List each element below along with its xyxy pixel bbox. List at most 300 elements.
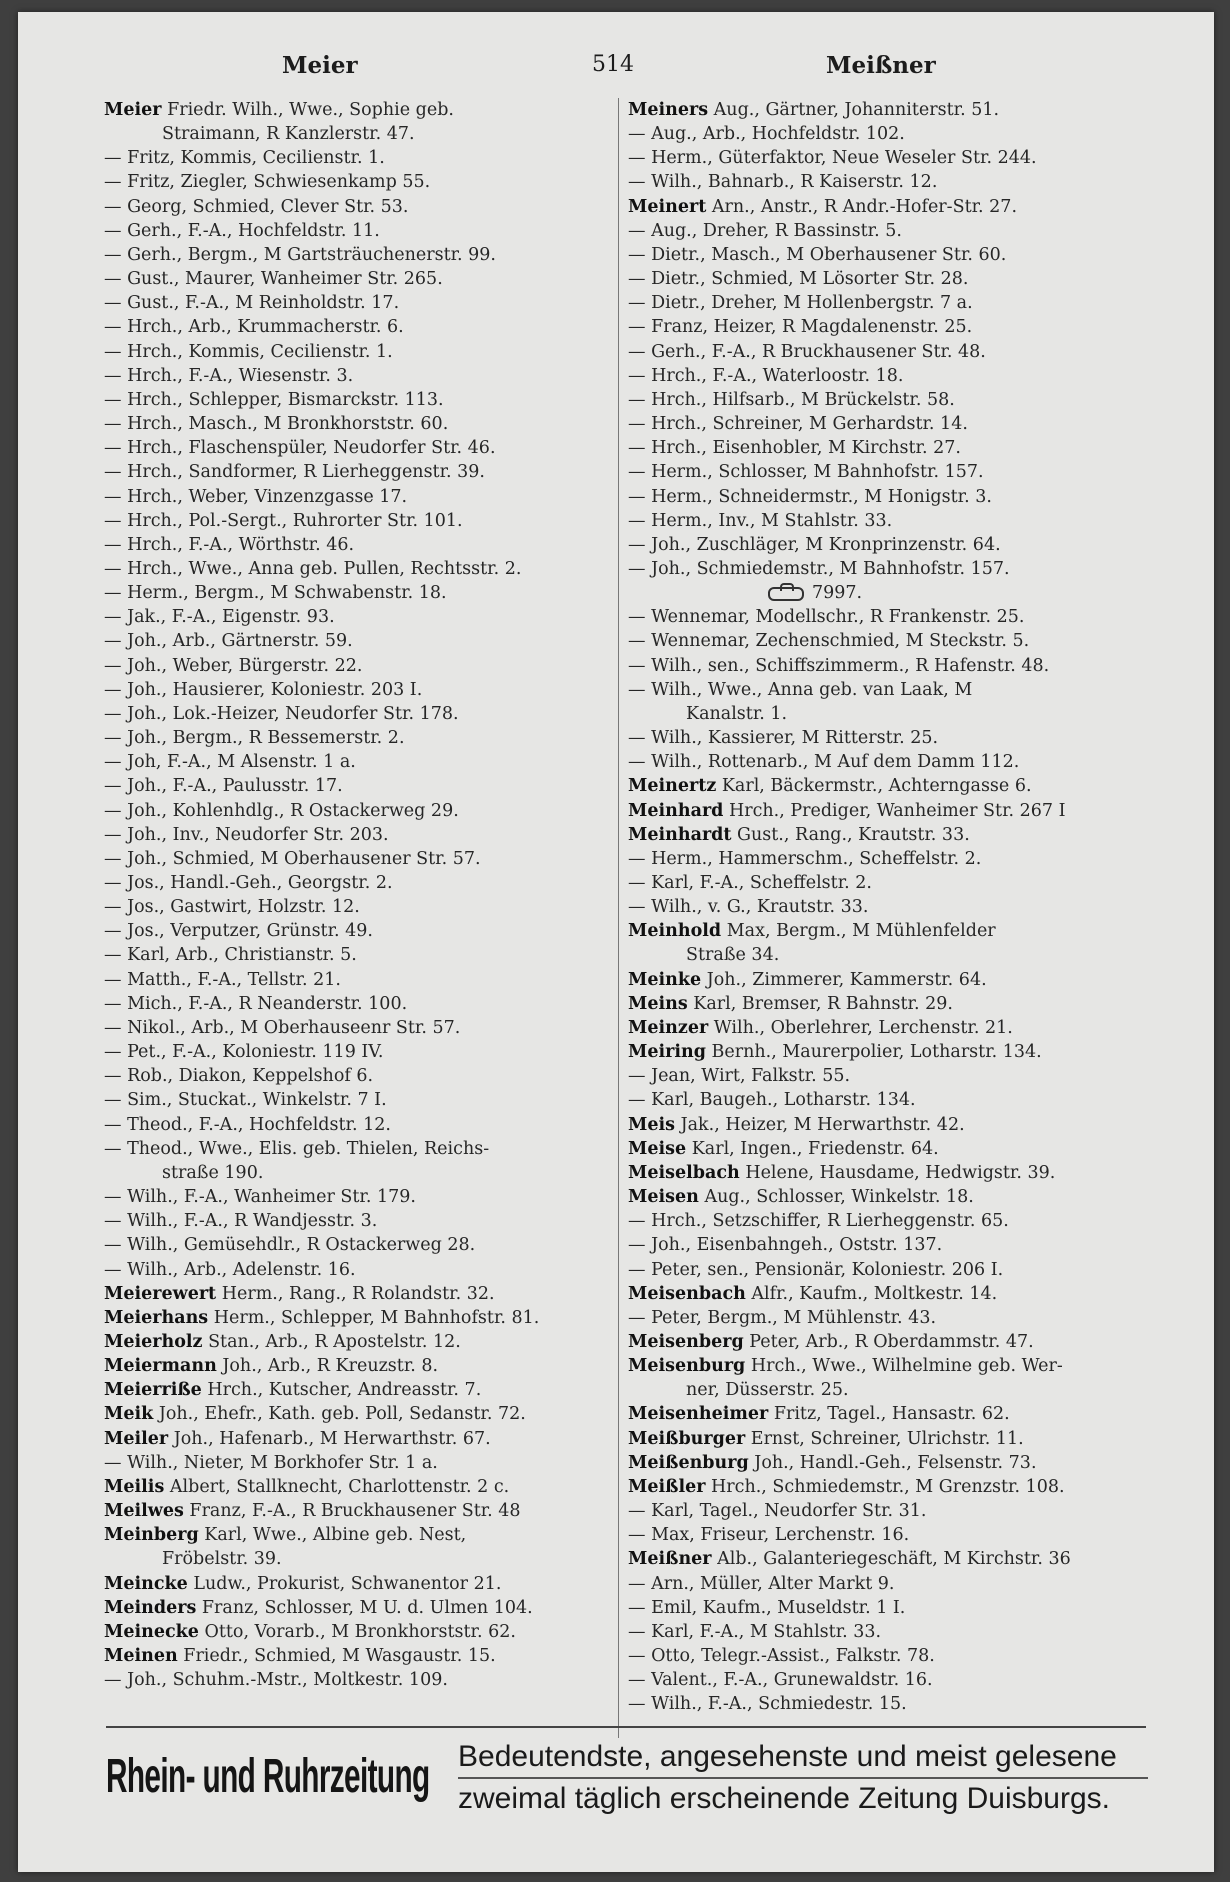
directory-entry <box>628 1596 1183 1620</box>
directory-entry <box>104 1475 626 1499</box>
directory-entry <box>628 919 1183 943</box>
entry-surname: Meisenberg <box>628 1331 744 1352</box>
entry-details: straße 190. <box>162 1162 264 1183</box>
entry-details: Karl, Ingen., Friedenstr. 64. <box>686 1138 939 1159</box>
entry-details: — Jean, Wirt, Falkstr. 55. <box>628 1066 851 1087</box>
directory-entry <box>104 1427 626 1451</box>
entry-details: — Aug., Arb., Hochfeldstr. 102. <box>628 124 905 145</box>
entry-surname: Meißner <box>628 1549 712 1570</box>
directory-entry <box>628 1620 1183 1644</box>
entry-details: — Fritz, Ziegler, Schwiesenkamp 55. <box>104 172 431 193</box>
left-column <box>104 98 626 1692</box>
entry-details: — Peter, sen., Pensionär, Koloniestr. 206 I. <box>628 1259 1004 1280</box>
entry-surname: Meins <box>628 993 688 1014</box>
directory-entry <box>104 243 626 267</box>
entry-details: — Wilh., F.-A., Wanheimer Str. 179. <box>104 1187 416 1208</box>
entry-surname: Meinhard <box>628 800 724 821</box>
directory-entry <box>628 146 1183 170</box>
directory-entry <box>104 364 626 388</box>
entry-details: — Joh., Schuhm.-Mstr., Moltkestr. 109. <box>104 1670 448 1691</box>
directory-entry <box>104 509 626 533</box>
directory-entry <box>628 1185 1183 1209</box>
directory-entry <box>628 485 1183 509</box>
entry-surname: Meinhardt <box>628 824 732 845</box>
directory-entry <box>104 1378 626 1402</box>
directory-entry <box>104 1644 626 1668</box>
directory-entry <box>104 968 626 992</box>
entry-details: — Joh., Zuschläger, M Kronprinzenstr. 64. <box>628 534 1001 555</box>
entry-surname: Meißburger <box>628 1428 746 1449</box>
entry-surname: Meiler <box>104 1428 169 1449</box>
entry-details: Franz, F.-A., R Bruckhausener Str. 48 <box>183 1501 521 1522</box>
directory-entry <box>628 1451 1183 1475</box>
directory-entry <box>104 1016 626 1040</box>
directory-entry <box>104 1233 626 1257</box>
directory-entry <box>628 267 1183 291</box>
entry-surname: Meierriße <box>104 1380 202 1401</box>
directory-entry <box>104 267 626 291</box>
directory-entry <box>104 1668 626 1692</box>
entry-details: — Karl, F.-A., Scheffelstr. 2. <box>628 873 872 893</box>
directory-entry <box>104 1185 626 1209</box>
entry-details: — Joh., Kohlenhdlg., R Ostackerweg 29. <box>104 800 459 821</box>
directory-entry <box>628 98 1183 122</box>
directory-entry <box>628 1427 1183 1451</box>
page-number: 514 <box>592 52 634 77</box>
entry-surname: Meinke <box>628 969 702 990</box>
directory-entry <box>628 460 1183 484</box>
entry-surname: Meik <box>104 1404 154 1425</box>
entry-details: — Theod., Wwe., Elis. geb. Thielen, Reichs- <box>104 1138 490 1159</box>
entry-surname: Meinders <box>104 1597 197 1618</box>
entry-details: — Hrch., Masch., M Bronkhorststr. 60. <box>104 414 449 435</box>
entry-surname: Meincke <box>104 1573 188 1594</box>
entry-details: — Karl, F.-A., M Stahlstr. 33. <box>628 1621 882 1642</box>
entry-details: — Sim., Stuckat., Winkelstr. 7 I. <box>104 1090 387 1111</box>
entry-details: Max, Bergm., M Mühlenfelder <box>721 921 996 942</box>
directory-entry <box>628 1499 1183 1523</box>
entry-details: — Joh, F.-A., M Alsenstr. 1 a. <box>104 752 356 773</box>
entry-details: — Jos., Handl.-Geh., Georgstr. 2. <box>104 873 393 893</box>
entry-details: Jak., Heizer, M Herwarthstr. 42. <box>675 1114 965 1135</box>
directory-entry <box>104 291 626 315</box>
directory-entry <box>628 654 1183 678</box>
directory-entry <box>628 1378 1183 1402</box>
entry-surname: Meinzer <box>628 1017 709 1038</box>
entry-details: — Hrch., F.-A., Wiesenstr. 3. <box>104 365 354 386</box>
directory-entry <box>628 1402 1183 1426</box>
entry-details: — Wilh., F.-A., Schmiedestr. 15. <box>628 1694 907 1715</box>
entry-details: Ludw., Prokurist, Schwanentor 21. <box>187 1573 502 1594</box>
entry-details: — Joh., Hausierer, Koloniestr. 203 I. <box>104 679 423 700</box>
directory-entry <box>104 1451 626 1475</box>
directory-entry <box>104 412 626 436</box>
entry-details: — Gust., F.-A., M Reinholdstr. 17. <box>104 293 400 314</box>
entry-details: Ernst, Schreiner, Ulrichstr. 11. <box>745 1428 1024 1449</box>
directory-entry <box>104 726 626 750</box>
entry-surname: Meisenburg <box>628 1356 746 1377</box>
entry-details: — Hrch., Wwe., Anna geb. Pullen, Rechtsstr. 2. <box>104 558 522 579</box>
entry-details: — Emil, Kaufm., Museldstr. 1 I. <box>628 1597 906 1618</box>
directory-entry <box>628 533 1183 557</box>
directory-entry <box>104 1064 626 1088</box>
directory-entry <box>628 943 1183 967</box>
directory-entry <box>628 847 1183 871</box>
directory-entry <box>628 895 1183 919</box>
directory-entry <box>628 629 1183 653</box>
directory-entry <box>104 557 626 581</box>
entry-details: Friedr., Schmied, M Wasgaustr. 15. <box>177 1646 496 1666</box>
entry-surname: Meißenburg <box>628 1452 749 1473</box>
directory-entry <box>628 243 1183 267</box>
directory-entry <box>104 895 626 919</box>
directory-entry <box>104 943 626 967</box>
entry-details: — Herm., Schneidermstr., M Honigstr. 3. <box>628 486 992 507</box>
entry-details: Franz, Schlosser, M U. d. Ulmen 104. <box>196 1597 533 1618</box>
entry-details: Alfr., Kaufm., Moltkestr. 14. <box>745 1283 998 1304</box>
directory-entry <box>104 871 626 895</box>
entry-details: Hrch., Wwe., Wilhelmine geb. Wer- <box>745 1356 1063 1377</box>
entry-details: — Matth., F.-A., Tellstr. 21. <box>104 969 341 990</box>
entry-details: — Rob., Diakon, Keppelshof 6. <box>104 1066 374 1087</box>
directory-entry <box>104 605 626 629</box>
directory-entry <box>104 315 626 339</box>
directory-entry <box>628 340 1183 364</box>
directory-entry <box>104 460 626 484</box>
entry-details: Fritz, Tagel., Hansastr. 62. <box>768 1404 1010 1425</box>
directory-entry <box>628 1523 1183 1547</box>
directory-entry <box>628 1475 1183 1499</box>
directory-entry <box>628 1692 1183 1716</box>
entry-surname: Meisen <box>628 1187 699 1208</box>
directory-entry <box>104 1572 626 1596</box>
directory-entry <box>628 170 1183 194</box>
entry-details: — Herm., Güterfaktor, Neue Weseler Str. 244. <box>628 148 1037 169</box>
directory-entry <box>104 533 626 557</box>
entry-details: Herm., Rang., R Rolandstr. 32. <box>216 1283 495 1304</box>
directory-entry <box>104 1354 626 1378</box>
entry-surname: Meißler <box>628 1476 706 1497</box>
directory-entry <box>628 968 1183 992</box>
entry-details: — Pet., F.-A., Koloniestr. 119 IV. <box>104 1042 384 1063</box>
entry-surname: Meierholz <box>104 1331 203 1352</box>
entry-details: — Jos., Gastwirt, Holzstr. 12. <box>104 897 360 918</box>
directory-entry <box>104 219 626 243</box>
directory-entry <box>628 992 1183 1016</box>
entry-surname: Meier <box>104 100 162 120</box>
entry-surname: Meinertz <box>628 776 717 797</box>
entry-details: — Gerh., Bergm., M Gartsträuchenerstr. 99. <box>104 244 496 265</box>
entry-details: Hrch., Prediger, Wanheimer Str. 267 I <box>723 800 1066 821</box>
directory-entry <box>104 750 626 774</box>
directory-entry <box>628 1040 1183 1064</box>
entry-details: Straße 34. <box>686 945 780 966</box>
entry-details: — Max, Friseur, Lerchenstr. 16. <box>628 1525 910 1546</box>
entry-details: — Hrch., Kommis, Cecilienstr. 1. <box>104 341 393 362</box>
entry-details: — Hrch., Arb., Krummacherstr. 6. <box>104 317 404 338</box>
directory-entry <box>104 388 626 412</box>
entry-details: — Gerh., F.-A., Hochfeldstr. 11. <box>104 220 380 241</box>
entry-details: Karl, Wwe., Albine geb. Nest, <box>198 1525 467 1546</box>
directory-entry <box>104 654 626 678</box>
directory-entry <box>104 146 626 170</box>
entry-details: — Jak., F.-A., Eigenstr. 93. <box>104 607 335 628</box>
entry-details: — Joh., Schmied, M Oberhausener Str. 57. <box>104 848 481 869</box>
directory-entry <box>628 1644 1183 1668</box>
entry-details: — Wennemar, Zechenschmied, M Steckstr. 5. <box>628 631 1030 652</box>
directory-entry <box>104 485 626 509</box>
directory-entry <box>104 1330 626 1354</box>
directory-entry <box>104 1596 626 1620</box>
entry-details: — Hrch., Hilfsarb., M Brückelstr. 58. <box>628 389 955 410</box>
entry-details: Herm., Schlepper, M Bahnhofstr. 81. <box>208 1307 540 1328</box>
entry-details: Aug., Gärtner, Johanniterstr. 51. <box>708 100 1000 120</box>
directory-entry <box>628 122 1183 146</box>
directory-entry <box>104 774 626 798</box>
directory-entry <box>628 678 1183 702</box>
entry-details: — Franz, Heizer, R Magdalenenstr. 25. <box>628 317 973 338</box>
directory-entry <box>628 364 1183 388</box>
directory-entry <box>104 823 626 847</box>
directory-entry <box>628 291 1183 315</box>
entry-details: Joh., Zimmerer, Kammerstr. 64. <box>701 969 987 990</box>
entry-details: — Hrch., Pol.-Sergt., Ruhrorter Str. 101. <box>104 510 463 531</box>
entry-surname: Meilwes <box>104 1501 184 1522</box>
directory-entry <box>104 436 626 460</box>
entry-details: — Hrch., Setzschiffer, R Lierheggenstr. 65. <box>628 1211 1009 1232</box>
directory-entry <box>104 1088 626 1112</box>
directory-entry <box>628 509 1183 533</box>
directory-entry <box>104 1040 626 1064</box>
directory-entry <box>104 799 626 823</box>
entry-details: Friedr. Wilh., Wwe., Sophie geb. <box>161 100 454 120</box>
directory-entry <box>628 750 1183 774</box>
entry-surname: Meisenbach <box>628 1283 746 1304</box>
directory-entry <box>628 1547 1183 1571</box>
entry-details: — Karl, Tagel., Neudorfer Str. 31. <box>628 1501 927 1522</box>
entry-details: — Fritz, Kommis, Cecilienstr. 1. <box>104 148 385 169</box>
entry-details: Stan., Arb., R Apostelstr. 12. <box>202 1331 461 1352</box>
entry-details: — Herm., Bergm., M Schwabenstr. 18. <box>104 583 447 604</box>
directory-entry <box>104 1306 626 1330</box>
directory-entry <box>628 1572 1183 1596</box>
entry-details: — Joh., Arb., Gärtnerstr. 59. <box>104 631 353 652</box>
entry-details: Bernh., Maurerpolier, Lotharstr. 134. <box>705 1042 1042 1063</box>
directory-entry <box>628 557 1183 581</box>
entry-details: — Mich., F.-A., R Neanderstr. 100. <box>104 993 408 1014</box>
entry-details: Straimann, R Kanzlerstr. 47. <box>162 124 415 145</box>
directory-entry <box>628 1330 1183 1354</box>
entry-details: — Hrch., Weber, Vinzenzgasse 17. <box>104 486 408 507</box>
directory-entry <box>628 605 1183 629</box>
directory-entry <box>628 195 1183 219</box>
entry-details: — Hrch., Sandformer, R Lierheggenstr. 39. <box>104 462 485 483</box>
entry-details: — Joh., Schmiedemstr., M Bahnhofstr. 157. <box>628 558 1010 579</box>
directory-entry <box>104 1113 626 1137</box>
entry-details: — Wilh., Kassierer, M Ritterstr. 25. <box>628 728 939 749</box>
entry-details: — Hrch., Eisenhobler, M Kirchstr. 27. <box>628 438 961 459</box>
entry-details: Karl, Bäckermstr., Achterngasse 6. <box>716 776 1032 797</box>
directory-entry <box>104 847 626 871</box>
directory-entry <box>628 388 1183 412</box>
entry-details: Hrch., Kutscher, Andreasstr. 7. <box>201 1380 482 1401</box>
entry-details: Joh., Hafenarb., M Herwarthstr. 67. <box>168 1428 491 1449</box>
directory-entry <box>104 1137 626 1161</box>
entry-surname: Meinert <box>628 196 707 217</box>
entry-details: — Hrch., F.-A., Waterloostr. 18. <box>628 365 904 386</box>
directory-entry <box>104 340 626 364</box>
entry-details: Alb., Galanteriegeschäft, M Kirchstr. 36 <box>711 1549 1071 1570</box>
entry-details: — Joh., Eisenbahngeh., Oststr. 137. <box>628 1235 943 1256</box>
entry-details: ner, Düsserstr. 25. <box>686 1380 849 1401</box>
entry-details: — Gust., Maurer, Wanheimer Str. 265. <box>104 269 443 290</box>
entry-surname: Meisenheimer <box>628 1404 769 1425</box>
entry-details: — Dietr., Dreher, M Hollenbergstr. 7 a. <box>628 293 973 314</box>
entry-details: Joh., Handl.-Geh., Felsenstr. 73. <box>748 1452 1037 1473</box>
entry-details: — Theod., F.-A., Hochfeldstr. 12. <box>104 1114 391 1135</box>
directory-entry <box>628 774 1183 798</box>
directory-entry <box>104 678 626 702</box>
directory-entry <box>628 1306 1183 1330</box>
entry-details: Gust., Rang., Krautstr. 33. <box>731 824 970 845</box>
right-column <box>628 98 1183 1716</box>
entry-surname: Meinhold <box>628 921 722 942</box>
entry-details: Peter, Arb., R Oberdammstr. 47. <box>743 1331 1034 1352</box>
entry-details: Aug., Schlosser, Winkelstr. 18. <box>698 1187 974 1208</box>
entry-details: — Wilh., v. G., Krautstr. 33. <box>628 897 869 918</box>
entry-details: — Wilh., Arb., Adelenstr. 16. <box>104 1259 356 1280</box>
directory-entry <box>104 1282 626 1306</box>
directory-entry <box>104 581 626 605</box>
entry-details: — Joh., F.-A., Paulusstr. 17. <box>104 776 343 797</box>
directory-entry <box>104 1620 626 1644</box>
entry-details: — Wennemar, Modellschr., R Frankenstr. 25. <box>628 607 1025 628</box>
entry-details: — Georg, Schmied, Clever Str. 53. <box>104 196 409 217</box>
directory-entry <box>628 1064 1183 1088</box>
directory-entry <box>104 919 626 943</box>
entry-surname: Meiselbach <box>628 1162 740 1183</box>
directory-entry <box>104 98 626 122</box>
directory-entry <box>104 1499 626 1523</box>
entry-surname: Meierhans <box>104 1307 209 1328</box>
entry-details: Karl, Bremser, R Bahnstr. 29. <box>687 993 953 1014</box>
entry-details: — Dietr., Masch., M Oberhausener Str. 60. <box>628 244 1007 265</box>
ad-slogan-line-2: zweimal täglich erscheinende Zeitung Duisburgs. <box>458 1782 1111 1815</box>
entry-details: — Joh., Lok.-Heizer, Neudorfer Str. 178. <box>104 703 459 724</box>
entry-surname: Meilis <box>104 1476 165 1497</box>
directory-entry <box>104 122 626 146</box>
entry-surname: Meierewert <box>104 1283 217 1304</box>
directory-entry <box>628 823 1183 847</box>
entry-details: — Otto, Telegr.-Assist., Falkstr. 78. <box>628 1646 935 1666</box>
entry-details: — Nikol., Arb., M Oberhauseenr Str. 57. <box>104 1017 461 1038</box>
entry-surname: Meinen <box>104 1646 178 1666</box>
entry-details: Otto, Vorarb., M Bronkhorststr. 62. <box>198 1621 516 1642</box>
ad-divider <box>458 1777 1148 1779</box>
entry-details: Albert, Stallknecht, Charlottenstr. 2 c. <box>164 1476 510 1497</box>
entry-surname: Meiermann <box>104 1356 217 1377</box>
directory-entry <box>628 871 1183 895</box>
entry-details: — Joh., Weber, Bürgerstr. 22. <box>104 655 363 676</box>
directory-entry <box>628 412 1183 436</box>
directory-entry <box>628 726 1183 750</box>
entry-surname: Meinberg <box>104 1525 199 1546</box>
entry-details: — Jos., Verputzer, Grünstr. 49. <box>104 921 373 942</box>
entry-details: Arn., Anstr., R Andr.-Hofer-Str. 27. <box>706 196 1018 217</box>
directory-entry <box>104 195 626 219</box>
entry-details: — Aug., Dreher, R Bassinstr. 5. <box>628 220 902 241</box>
directory-entry <box>628 1233 1183 1257</box>
directory-entry <box>104 1258 626 1282</box>
entry-surname: Meinecke <box>104 1621 199 1642</box>
entry-surname: Meiring <box>628 1042 706 1063</box>
directory-entry <box>628 1137 1183 1161</box>
entry-details: — Wilh., Rottenarb., M Auf dem Damm 112. <box>628 752 1020 773</box>
directory-entry <box>628 1161 1183 1185</box>
entry-details: — Joh., Inv., Neudorfer Str. 203. <box>104 824 389 845</box>
directory-entry <box>104 629 626 653</box>
directory-entry <box>104 702 626 726</box>
entry-details: — Wilh., sen., Schiffszimmerm., R Hafenstr. 48. <box>628 655 1050 676</box>
entry-details: — Karl, Arb., Christianstr. 5. <box>104 945 357 966</box>
directory-entry <box>628 315 1183 339</box>
directory-entry <box>628 1258 1183 1282</box>
entry-details: Kanalstr. 1. <box>686 703 788 724</box>
entry-surname: Meiners <box>628 100 709 120</box>
entry-details: Helene, Hausdame, Hedwigstr. 39. <box>739 1162 1056 1183</box>
directory-entry <box>104 1402 626 1426</box>
ad-slogan-line-1: Bedeutendste, angesehenste und meist gelesene <box>458 1740 1117 1773</box>
entry-details: — Arn., Müller, Alter Markt 9. <box>628 1573 895 1594</box>
column-divider <box>618 98 619 1738</box>
entry-details: — Hrch., F.-A., Wörthstr. 46. <box>104 534 355 555</box>
directory-entry <box>628 581 1183 605</box>
entry-details: Hrch., Schmiedemstr., M Grenzstr. 108. <box>705 1476 1065 1497</box>
directory-entry <box>628 436 1183 460</box>
directory-entry <box>104 170 626 194</box>
entry-details: — Valent., F.-A., Grunewaldstr. 16. <box>628 1670 933 1691</box>
directory-entry <box>628 1113 1183 1137</box>
directory-entry <box>628 1016 1183 1040</box>
directory-entry <box>628 1354 1183 1378</box>
entry-details: — Wilh., Bahnarb., R Kaiserstr. 12. <box>628 172 938 193</box>
entry-details: — Wilh., Gemüsehdlr., R Ostackerweg 28. <box>104 1235 476 1256</box>
entry-details: — Herm., Schlosser, M Bahnhofstr. 157. <box>628 462 984 483</box>
ad-newspaper-name: Rhein- und Ruhrzeitung <box>106 1750 430 1803</box>
entry-details: — Gerh., F.-A., R Bruckhausener Str. 48. <box>628 341 986 362</box>
directory-entry <box>104 1523 626 1547</box>
directory-entry <box>628 219 1183 243</box>
entry-details: — Joh., Bergm., R Bessemerstr. 2. <box>104 728 405 749</box>
entry-details: — Hrch., Flaschenspüler, Neudorfer Str. 46. <box>104 438 496 459</box>
entry-details: Joh., Ehefr., Kath. geb. Poll, Sedanstr. 72. <box>153 1404 526 1425</box>
directory-entry <box>104 1161 626 1185</box>
entry-details: — Karl, Baugeh., Lotharstr. 134. <box>628 1090 916 1111</box>
entry-details: — Hrch., Schlepper, Bismarckstr. 113. <box>104 389 444 410</box>
directory-page <box>18 12 1214 1872</box>
directory-entry <box>628 799 1183 823</box>
entry-phone-number: 7997. <box>812 583 863 604</box>
directory-entry <box>628 1282 1183 1306</box>
directory-entry <box>104 1547 626 1571</box>
entry-details: — Herm., Hammerschm., Scheffelstr. 2. <box>628 848 982 869</box>
header-left-name: Meier <box>282 52 358 79</box>
directory-entry <box>628 1209 1183 1233</box>
directory-entry <box>628 702 1183 726</box>
entry-surname: Meise <box>628 1138 687 1159</box>
entry-details: — Wilh., Wwe., Anna geb. van Laak, M <box>628 679 973 700</box>
entry-details: Fröbelstr. 39. <box>162 1549 282 1570</box>
